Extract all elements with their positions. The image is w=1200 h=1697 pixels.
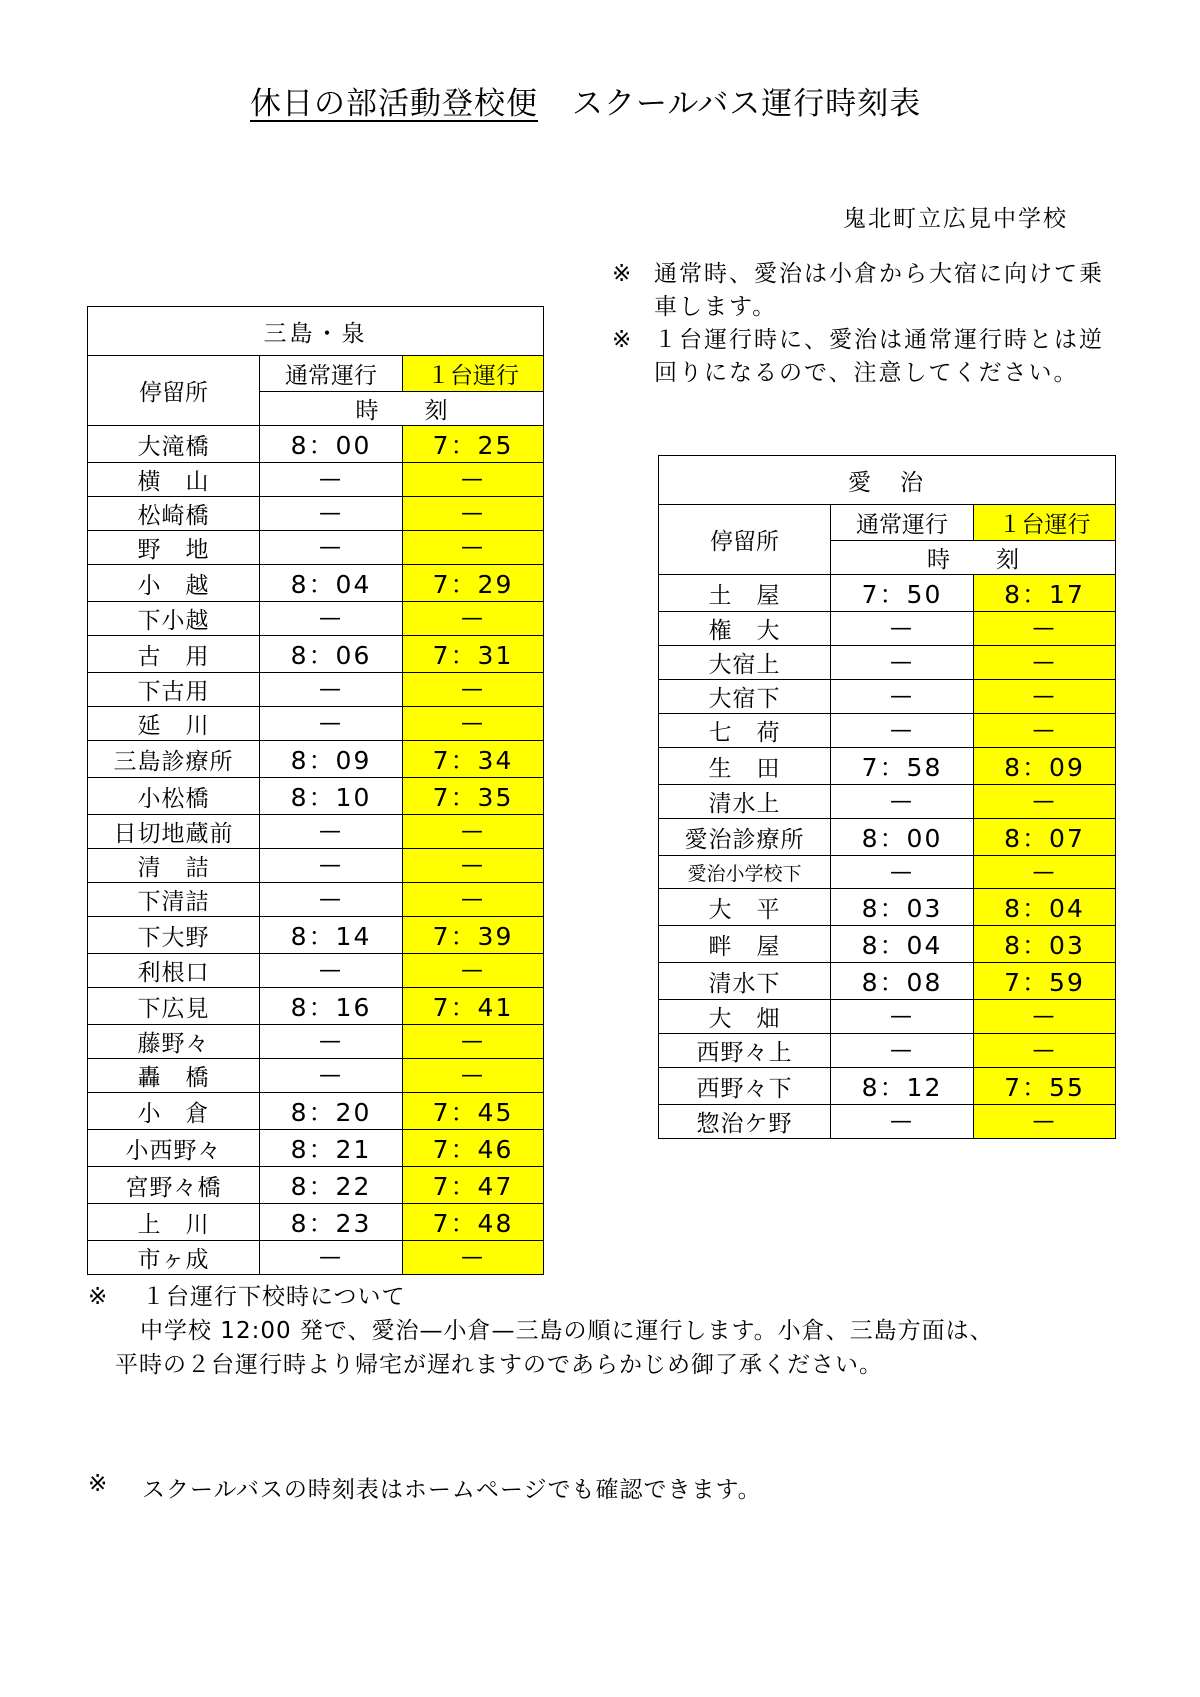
stop-name: 大 平 [659, 889, 831, 926]
single-time: — [974, 785, 1116, 819]
stop-name: 利根口 [88, 954, 260, 988]
normal-time: 8：00 [260, 426, 403, 463]
table-row [659, 714, 1116, 748]
table-row [88, 565, 544, 602]
table-title: 愛 治 [659, 456, 1116, 505]
stop-name: 大滝橋 [88, 426, 260, 463]
normal-time: — [831, 785, 974, 819]
normal-time: — [260, 1059, 403, 1093]
time-header: 時 刻 [831, 541, 1116, 575]
stop-name: 藤野々 [88, 1025, 260, 1059]
page-title [250, 78, 921, 123]
table-row [88, 778, 544, 815]
single-time: 7：39 [403, 917, 544, 954]
single-time: 7：29 [403, 565, 544, 602]
normal-time: — [260, 1241, 403, 1275]
normal-time: 8：00 [831, 819, 974, 856]
table-row [659, 819, 1116, 856]
note-mark: ※ [612, 327, 634, 353]
normal-time: 8：04 [260, 565, 403, 602]
single-time: — [403, 602, 544, 636]
single-time: 7：25 [403, 426, 544, 463]
stop-name: 古 用 [88, 636, 260, 673]
stop-name: 小松橋 [88, 778, 260, 815]
single-time: 7：55 [974, 1068, 1116, 1105]
single-time: 8：09 [974, 748, 1116, 785]
normal-time: 8：14 [260, 917, 403, 954]
stop-name: 小 越 [88, 565, 260, 602]
single-time: 7：35 [403, 778, 544, 815]
single-time: 8：17 [974, 575, 1116, 612]
stop-name: 清 詰 [88, 849, 260, 883]
single-time: — [403, 531, 544, 565]
single-time: — [974, 714, 1116, 748]
table-row [88, 1241, 544, 1275]
note-line: 平時の２台運行時より帰宅が遅れますのであらかじめ御了承ください。 [115, 1352, 883, 1378]
note-text: 通常時、愛治は小倉から大宿に向けて乗車します。 [654, 261, 1104, 320]
single-time: 7：48 [403, 1204, 544, 1241]
stop-name: 下大野 [88, 917, 260, 954]
normal-time: 8：03 [831, 889, 974, 926]
normal-time: — [260, 815, 403, 849]
note-mark: ※ [612, 261, 634, 287]
stop-name: 大 畑 [659, 1000, 831, 1034]
stop-name: 宮野々橋 [88, 1167, 260, 1204]
normal-time: — [260, 497, 403, 531]
single-time: 7：41 [403, 988, 544, 1025]
stop-name: 延 川 [88, 707, 260, 741]
table-row [659, 856, 1116, 889]
table-title: 三島・泉 [88, 307, 544, 356]
table-row [88, 531, 544, 565]
normal-time: — [260, 531, 403, 565]
normal-time: — [831, 856, 974, 889]
note-item [612, 258, 1112, 324]
single-time: — [403, 1059, 544, 1093]
normal-time: 7：50 [831, 575, 974, 612]
normal-time: 8：23 [260, 1204, 403, 1241]
single-time: — [403, 707, 544, 741]
table-row [88, 1093, 544, 1130]
stop-name: 西野々下 [659, 1068, 831, 1105]
single-service-header: １台運行 [974, 505, 1116, 541]
stop-name: 惣治ケ野 [659, 1105, 831, 1139]
stop-name: 愛治診療所 [659, 819, 831, 856]
stop-name: 轟 橋 [88, 1059, 260, 1093]
normal-time: — [831, 646, 974, 680]
table-row [88, 883, 544, 917]
normal-time: 8：09 [260, 741, 403, 778]
table-row [659, 1034, 1116, 1068]
normal-time: — [260, 673, 403, 707]
table-row [88, 497, 544, 531]
single-time: 8：04 [974, 889, 1116, 926]
single-time: — [403, 1241, 544, 1275]
table-row [659, 785, 1116, 819]
timetable-mishima-izumi [87, 306, 544, 1275]
title-main: 休日の部活動登校便 [250, 86, 538, 122]
table-row [88, 849, 544, 883]
normal-service-header: 通常運行 [260, 356, 403, 392]
single-time: 8：07 [974, 819, 1116, 856]
single-time: 7：59 [974, 963, 1116, 1000]
table-row [88, 426, 544, 463]
note-text: １台運行時に、愛治は通常運行時とは逆回りになるので、注意してください。 [654, 327, 1104, 386]
table-row [88, 988, 544, 1025]
normal-service-header: 通常運行 [831, 505, 974, 541]
stop-name: 七 荷 [659, 714, 831, 748]
single-time: — [974, 1105, 1116, 1139]
table-row [659, 926, 1116, 963]
stop-name: 生 田 [659, 748, 831, 785]
stop-name: 日切地蔵前 [88, 815, 260, 849]
stop-name: 市ヶ成 [88, 1241, 260, 1275]
single-time: — [974, 856, 1116, 889]
note-heading: １台運行下校時について [142, 1284, 406, 1310]
stop-name: 野 地 [88, 531, 260, 565]
normal-time: 7：58 [831, 748, 974, 785]
stop-name: 小西野々 [88, 1130, 260, 1167]
table-row [659, 963, 1116, 1000]
normal-time: — [260, 954, 403, 988]
stop-name: 横 山 [88, 463, 260, 497]
table-row [88, 815, 544, 849]
stop-name: 清水下 [659, 963, 831, 1000]
stop-name: 上 川 [88, 1204, 260, 1241]
timetable-aiji [658, 455, 1116, 1139]
note-mark: ※ [88, 1471, 109, 1497]
note-item [612, 324, 1112, 390]
single-time: 7：47 [403, 1167, 544, 1204]
table-row [88, 602, 544, 636]
stop-name: 下広見 [88, 988, 260, 1025]
normal-time: 8：08 [831, 963, 974, 1000]
bottom-notes [88, 1280, 1148, 1382]
stop-name: 小 倉 [88, 1093, 260, 1130]
table-row [88, 1059, 544, 1093]
single-time: 7：34 [403, 741, 544, 778]
table-row [659, 1105, 1116, 1139]
stop-header: 停留所 [88, 356, 260, 426]
school-name: 鬼北町立広見中学校 [843, 206, 1068, 232]
normal-time: — [831, 1000, 974, 1034]
normal-time: — [260, 883, 403, 917]
normal-time: 8：06 [260, 636, 403, 673]
single-time: — [403, 497, 544, 531]
note-text: スクールバスの時刻表はホームページでも確認できます。 [142, 1477, 762, 1503]
stop-name: 畔 屋 [659, 926, 831, 963]
normal-time: — [831, 1034, 974, 1068]
final-note [88, 1471, 1148, 1504]
table-row [659, 575, 1116, 612]
stop-name: 大宿上 [659, 646, 831, 680]
single-service-header: １台運行 [403, 356, 544, 392]
table-row [659, 1068, 1116, 1105]
table-row [88, 1204, 544, 1241]
table-row [88, 673, 544, 707]
single-time: 7：31 [403, 636, 544, 673]
normal-time: 8：12 [831, 1068, 974, 1105]
stop-name: 大宿下 [659, 680, 831, 714]
normal-time: — [260, 707, 403, 741]
table-row [88, 741, 544, 778]
normal-time: — [831, 612, 974, 646]
stop-name: 土 屋 [659, 575, 831, 612]
normal-time: 8：21 [260, 1130, 403, 1167]
single-time: 7：46 [403, 1130, 544, 1167]
normal-time: — [260, 463, 403, 497]
stop-name: 下清詰 [88, 883, 260, 917]
table-row [659, 748, 1116, 785]
table-row [88, 707, 544, 741]
single-time: — [403, 954, 544, 988]
table-row [88, 636, 544, 673]
note-mark: ※ [88, 1284, 109, 1310]
single-time: 8：03 [974, 926, 1116, 963]
single-time: — [974, 612, 1116, 646]
table-row [88, 463, 544, 497]
single-time: — [974, 1034, 1116, 1068]
single-time: — [974, 1000, 1116, 1034]
single-time: — [974, 646, 1116, 680]
title-sub: スクールバス運行時刻表 [572, 86, 922, 122]
single-time: — [403, 815, 544, 849]
normal-time: — [260, 849, 403, 883]
notes-right [612, 258, 1112, 390]
table-row [659, 646, 1116, 680]
stop-header: 停留所 [659, 505, 831, 575]
single-time: — [403, 463, 544, 497]
stop-name: 西野々上 [659, 1034, 831, 1068]
normal-time: 8：04 [831, 926, 974, 963]
table-row [88, 1167, 544, 1204]
stop-name: 権 大 [659, 612, 831, 646]
stop-name: 松崎橋 [88, 497, 260, 531]
table-row [88, 954, 544, 988]
normal-time: 8：22 [260, 1167, 403, 1204]
normal-time: — [260, 602, 403, 636]
single-time: — [974, 680, 1116, 714]
table-row [659, 1000, 1116, 1034]
stop-name: 三島診療所 [88, 741, 260, 778]
single-time: — [403, 673, 544, 707]
table-row [659, 889, 1116, 926]
time-header: 時 刻 [260, 392, 544, 426]
normal-time: — [260, 1025, 403, 1059]
table-row [88, 1025, 544, 1059]
normal-time: 8：20 [260, 1093, 403, 1130]
stop-name: 愛治小学校下 [659, 856, 831, 889]
table-row [88, 917, 544, 954]
table-row [88, 1130, 544, 1167]
table-row [659, 680, 1116, 714]
stop-name: 下古用 [88, 673, 260, 707]
table-row [659, 612, 1116, 646]
note-line: 中学校 12:00 発で、愛治—小倉—三島の順に運行します。小倉、三島方面は、 [140, 1318, 994, 1344]
single-time: — [403, 883, 544, 917]
single-time: — [403, 1025, 544, 1059]
single-time: 7：45 [403, 1093, 544, 1130]
single-time: — [403, 849, 544, 883]
normal-time: 8：10 [260, 778, 403, 815]
stop-name: 清水上 [659, 785, 831, 819]
normal-time: — [831, 1105, 974, 1139]
normal-time: — [831, 714, 974, 748]
normal-time: — [831, 680, 974, 714]
normal-time: 8：16 [260, 988, 403, 1025]
stop-name: 下小越 [88, 602, 260, 636]
